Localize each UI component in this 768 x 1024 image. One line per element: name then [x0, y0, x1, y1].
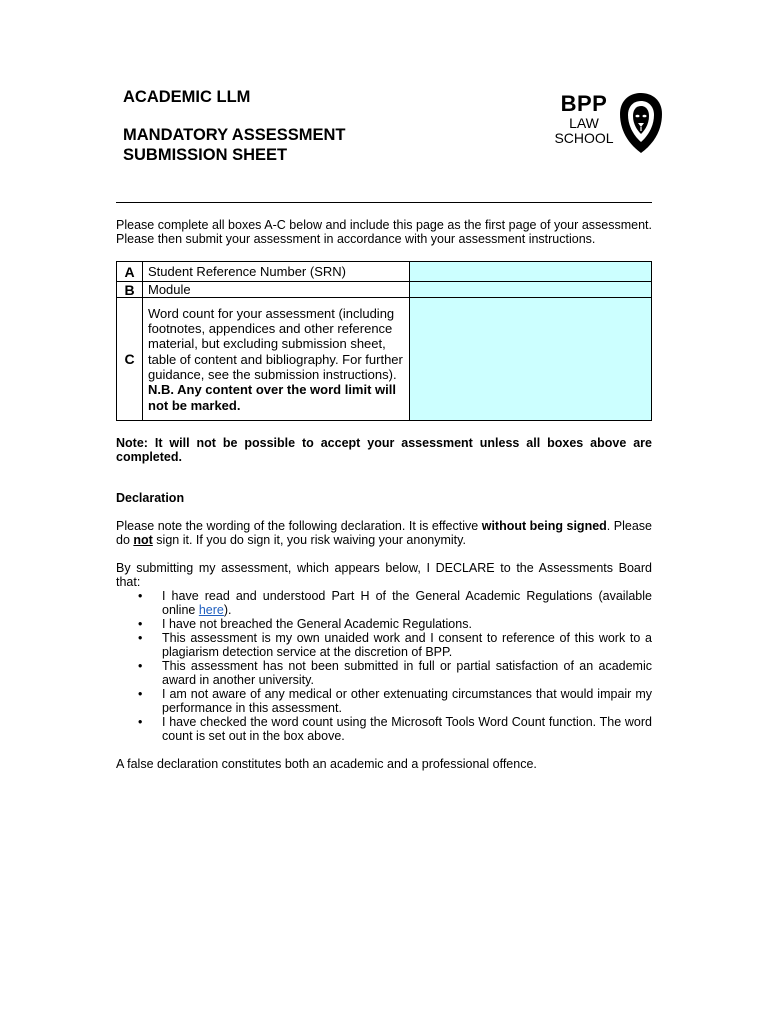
table-row	[117, 298, 652, 421]
text-run: I have checked the word count using the Microsoft Tools Word Count function. The word count is set out in the box above.	[162, 715, 652, 744]
row-key: A	[117, 262, 143, 282]
emphasis-text: without being signed	[481, 519, 607, 534]
main-content	[116, 218, 652, 771]
list-item	[116, 617, 652, 631]
table-row	[117, 262, 652, 282]
bullet-icon: •	[138, 589, 143, 604]
bullet-icon: •	[138, 659, 143, 674]
srn-input-cell[interactable]	[410, 262, 652, 282]
subtitle-line-2: SUBMISSION SHEET	[123, 146, 288, 164]
row-key: C	[117, 298, 143, 421]
text-run: This assessment has not been submitted in full or partial satisfaction of an academic award in another university.	[162, 659, 652, 688]
logo-text	[552, 92, 616, 146]
bullet-icon: •	[138, 631, 143, 646]
closing-statement: A false declaration constitutes both an academic and a professional offence.	[116, 757, 537, 772]
submission-details-table	[116, 261, 652, 421]
intro-paragraph: Please complete all boxes A-C below and include this page as the first page of your assessment. Please then submit your assessment in accordance with your assessment instructions.	[116, 218, 652, 246]
list-item	[116, 589, 652, 617]
text-run: sign it. If you do sign it, you risk waiving your anonymity.	[152, 533, 466, 548]
text-run: . Please do	[116, 519, 653, 548]
text-run: ).	[223, 603, 232, 618]
bullet-icon: •	[138, 617, 143, 632]
bpp-law-school-logo	[552, 92, 664, 154]
logo-brand: BPP	[560, 91, 608, 116]
row-label: Student Reference Number (SRN)	[143, 262, 410, 282]
document-title: ACADEMIC LLM	[123, 88, 251, 106]
word-limit-warning: N.B. Any content over the word limit will not be marked.	[148, 382, 396, 413]
subtitle-line-1: MANDATORY ASSESSMENT	[123, 126, 346, 144]
declaration-paragraph-2: By submitting my assessment, which appears below, I DECLARE to the Assessments Board that:	[116, 561, 652, 590]
emphasis-text: not	[133, 533, 153, 548]
completion-note: Note: It will not be possible to accept your assessment unless all boxes above are completed.	[116, 436, 652, 465]
logo-line-2: SCHOOL	[554, 130, 614, 146]
word-count-input-cell[interactable]	[410, 298, 652, 421]
text-run: I have not breached the General Academic Regulations.	[162, 617, 472, 632]
declaration-paragraph-1	[116, 519, 652, 547]
document-subtitle	[123, 125, 345, 165]
word-count-instructions: Word count for your assessment (including footnotes, appendices and other reference material, but excluding submission sheet, table of content and bibliography. For further guidance, see the submission instructions).	[148, 305, 403, 382]
row-key: B	[117, 282, 143, 298]
list-item	[116, 659, 652, 687]
bullet-icon: •	[138, 687, 143, 702]
logo-line-1: LAW	[569, 115, 599, 131]
row-label: Module	[143, 282, 410, 298]
table-row	[117, 282, 652, 298]
text-run: I have read and understood Part H of the General Academic Regulations (available online	[162, 589, 652, 618]
list-item	[116, 687, 652, 715]
lion-head-icon	[618, 92, 664, 154]
regulations-link[interactable]: here	[198, 603, 224, 618]
bullet-icon: •	[138, 715, 143, 730]
row-label	[143, 298, 410, 421]
declaration-list	[116, 589, 652, 743]
text-run: Please note the wording of the following declaration. It is effective	[116, 519, 482, 534]
list-item	[116, 715, 652, 743]
list-item	[116, 631, 652, 659]
declaration-heading: Declaration	[116, 491, 185, 506]
header-divider	[116, 202, 652, 203]
text-run: I am not aware of any medical or other extenuating circumstances that would impair my performance in this assessment.	[162, 687, 652, 716]
title-block	[123, 87, 345, 165]
module-input-cell[interactable]	[410, 282, 652, 298]
text-run: This assessment is my own unaided work and I consent to reference of this work to a plagiarism detection service at the discretion of BPP.	[162, 631, 652, 660]
